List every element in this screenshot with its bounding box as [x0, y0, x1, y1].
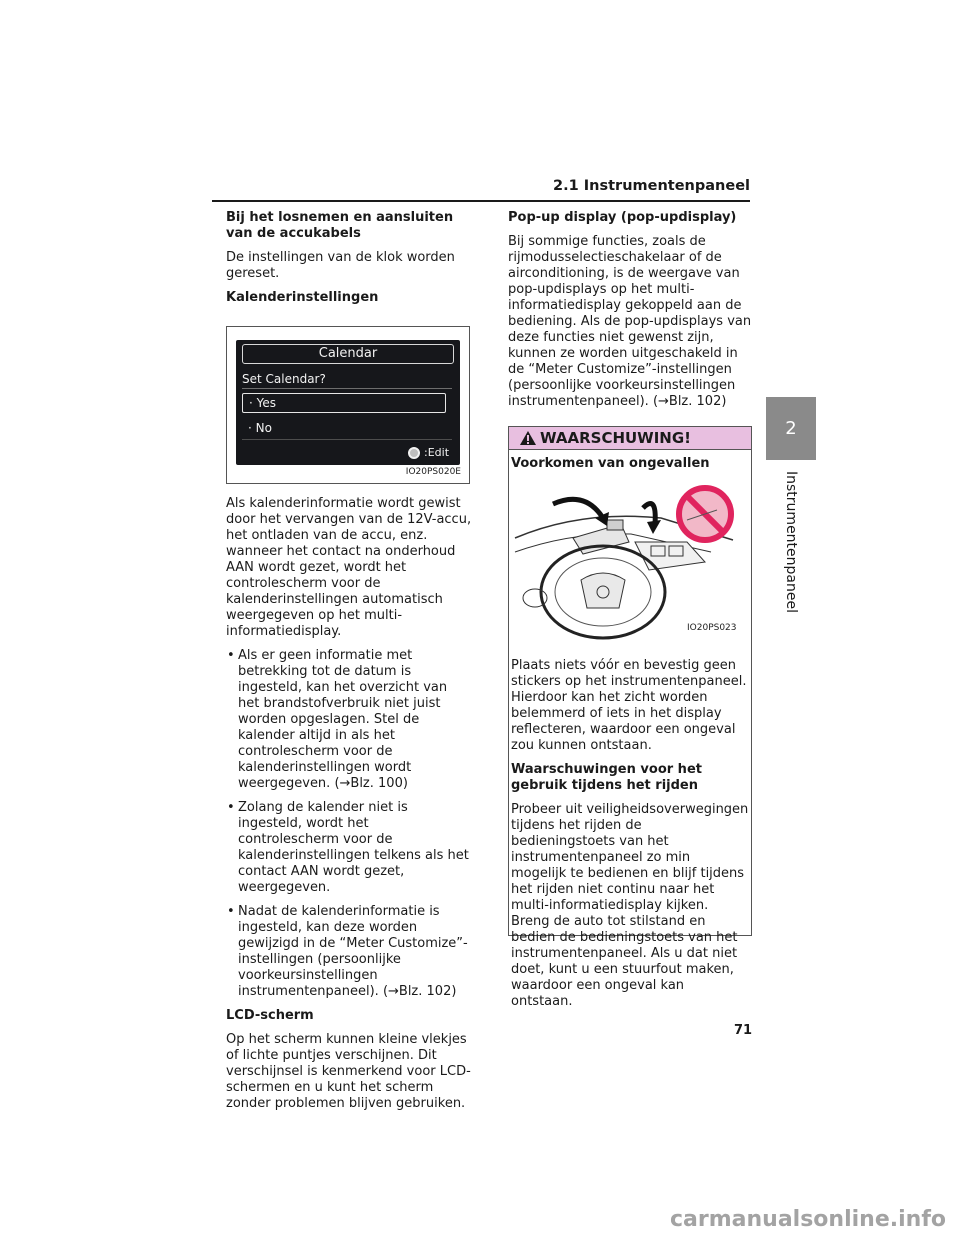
section-title: 2.1 Instrumentenpaneel	[553, 178, 750, 194]
option-no: · No	[248, 421, 272, 435]
left-column	[226, 210, 472, 1120]
warning-title: WAARSCHUWING!	[540, 429, 692, 447]
screen-question: Set Calendar?	[242, 372, 326, 386]
bullet-item: • Als er geen informatie met betrekking tot de datum is ingesteld, kan het overzicht van het brandstofverbruik niet juist worden opgeslagen. Stel de kalender altijd in als het controlescherm voor de kalenderinstellingen wordt weergegeven. (→Blz. 100)	[226, 648, 472, 792]
heading-lcd: LCD-scherm	[226, 1008, 314, 1023]
chapter-side-label	[766, 462, 816, 622]
paragraph-stickers: Plaats niets vóór en bevestig geen stickers op het instrumentenpaneel. Hierdoor kan het zicht worden belemmerd of iets in het display reflecteren, waardoor een ongeval zou kunnen ontstaan.	[511, 658, 747, 753]
heading-rijden: Waarschuwingen voor het gebruik tijdens het rijden	[511, 762, 702, 793]
chapter-tab: 2	[766, 397, 816, 460]
figure-code: IO20PS020E	[405, 467, 461, 477]
heading-ongevallen: Voorkomen van ongevallen	[511, 456, 710, 471]
paragraph-rijden: Probeer uit veiligheidsoverwegingen tijdens het rijden de bedieningstoets van het instrumentenpaneel zo min mogelijk te bedienen en blijf tijdens het rijden niet continu naar het multi-informatiedisplay kijken. Breng de auto tot stilstand en bedien de bedieningstoets van het instrumentenpaneel. Als u dat niet doet, kunt u een stuurfout maken, waardoor een ongeval kan ontstaan.	[511, 802, 749, 1009]
calendar-figure	[226, 326, 470, 484]
screen-title: Calendar	[242, 344, 454, 364]
edit-label: :Edit	[424, 446, 450, 459]
paragraph-popup: Bij sommige functies, zoals de rijmodusselectieschakelaar of de airconditioning, is de weergave van pop-updisplays op het multi-informatiedisplay gekoppeld aan de bediening. Als de pop-updisplays van deze functies niet gewenst zijn, kunnen ze worden uitgeschakeld in de “Meter Customize”-instellingen (persoonlijke voorkeursinstellingen instrumentenpaneel). (→Blz. 102)	[508, 234, 752, 409]
warning-header	[509, 427, 751, 450]
bullet-item: • Nadat de kalenderinformatie is ingesteld, kan deze worden gewijzigd in de “Meter Customize”-instellingen (persoonlijke voorkeursinstellingen instrumentenpaneel). (→Blz. 102)	[226, 904, 472, 1000]
option-yes: · Yes	[242, 393, 446, 413]
heading-popup: Pop-up display (pop-updisplay)	[508, 210, 737, 225]
screen-divider	[242, 388, 452, 389]
watermark: carmanualsonline.info	[670, 1207, 946, 1232]
right-column	[508, 210, 752, 1009]
screen-divider-bottom	[242, 439, 452, 440]
paragraph-kalenderinfo: Als kalenderinformatie wordt gewist door het vervangen van de 12V-accu, het ontladen van de accu, enz. wanneer het contact na onderhoud AAN wordt gezet, wordt het controlescherm voor de kalenderinstellingen automatisch weergegeven op het multi-informatiedisplay.	[226, 496, 472, 639]
heading-kalender: Kalenderinstellingen	[226, 290, 379, 305]
dashboard-figure	[511, 480, 741, 648]
warning-triangle-icon	[519, 430, 537, 446]
warning-body	[509, 450, 751, 1010]
dial-icon	[408, 447, 420, 459]
calendar-screen	[236, 340, 460, 465]
paragraph-lcd: Op het scherm kunnen kleine vlekjes of lichte puntjes verschijnen. Dit verschijnsel is kenmerkend voor LCD-schermen en u kunt het scherm zonder problemen blijven gebruiken.	[226, 1032, 471, 1111]
running-header	[212, 178, 750, 202]
chapter-title: Instrumentenpaneel	[783, 471, 799, 613]
heading-accukabels: Bij het losnemen en aansluiten van de accukabels	[226, 210, 454, 241]
bullet-item: • Zolang de kalender niet is ingesteld, wordt het controlescherm voor de kalenderinstellingen telkens als het contact AAN wordt gezet, weergegeven.	[226, 800, 472, 896]
header-rule	[212, 200, 750, 202]
warning-box	[508, 426, 752, 1009]
paragraph-klok: De instellingen van de klok worden gereset.	[226, 250, 455, 281]
figure-code: IO20PS023	[687, 623, 737, 633]
page-number: 71	[734, 1023, 753, 1038]
